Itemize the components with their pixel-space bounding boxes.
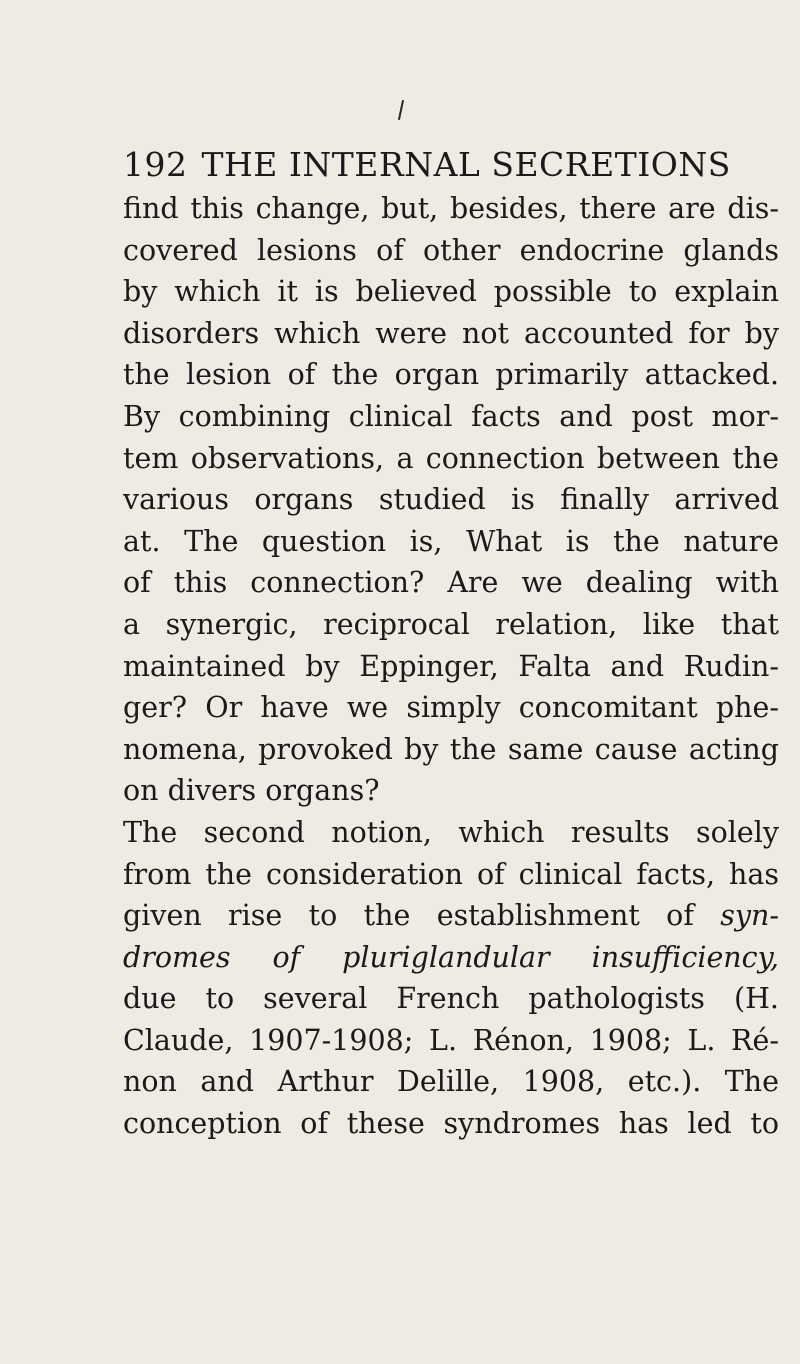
text-line (123, 937, 779, 979)
text-line: a synergic, reciprocal relation, like that (123, 607, 779, 641)
text-line (123, 895, 779, 937)
running-head (123, 145, 731, 184)
italic-term: syn- (720, 899, 779, 933)
text-line: the lesion of the organ primarily attacked. (123, 358, 779, 392)
text-line: by which it is believed possible to explain (123, 275, 779, 309)
text-line: of this connection? Are we dealing with (123, 566, 779, 600)
text-line: on divers organs? (123, 774, 380, 808)
text-line: The second notion, which results solely (123, 815, 779, 849)
text-line: covered lesions of other endocrine glands (123, 233, 779, 267)
text-line: Claude, 1907-1908; L. Rénon, 1908; L. Ré- (123, 1023, 779, 1057)
text-line: maintained by Eppinger, Falta and Rudin- (123, 649, 779, 683)
text-line: due to several French pathologists (H. (123, 982, 779, 1016)
text-line: non and Arthur Delille, 1908, etc.). The (123, 1065, 779, 1099)
running-title: THE INTERNAL SECRETIONS (201, 145, 731, 184)
text-line: disorders which were not accounted for by (123, 316, 779, 350)
text-line: conception of these syndromes has led to (123, 1107, 779, 1141)
text-line: tem observations, a connection between the (123, 441, 779, 475)
text-line: from the consideration of clinical facts, has (123, 857, 779, 891)
page-number: 192 (123, 145, 188, 184)
text-line: By combining clinical facts and post mor- (123, 399, 779, 433)
text-line: find this change, but, besides, there are dis- (123, 192, 779, 225)
body-text (123, 188, 779, 1145)
text-line: nomena, provoked by the same cause acting (123, 732, 779, 766)
text-fragment: given rise to the establishment of (123, 899, 721, 933)
text-line: at. The question is, What is the nature (123, 524, 779, 558)
text-line: ger? Or have we simply concomitant phe- (123, 691, 779, 725)
italic-term: dromes of pluriglandular insufficiency, (123, 940, 779, 974)
text-line: various organs studied is finally arrived (123, 483, 779, 517)
stray-ink-mark (398, 100, 404, 120)
